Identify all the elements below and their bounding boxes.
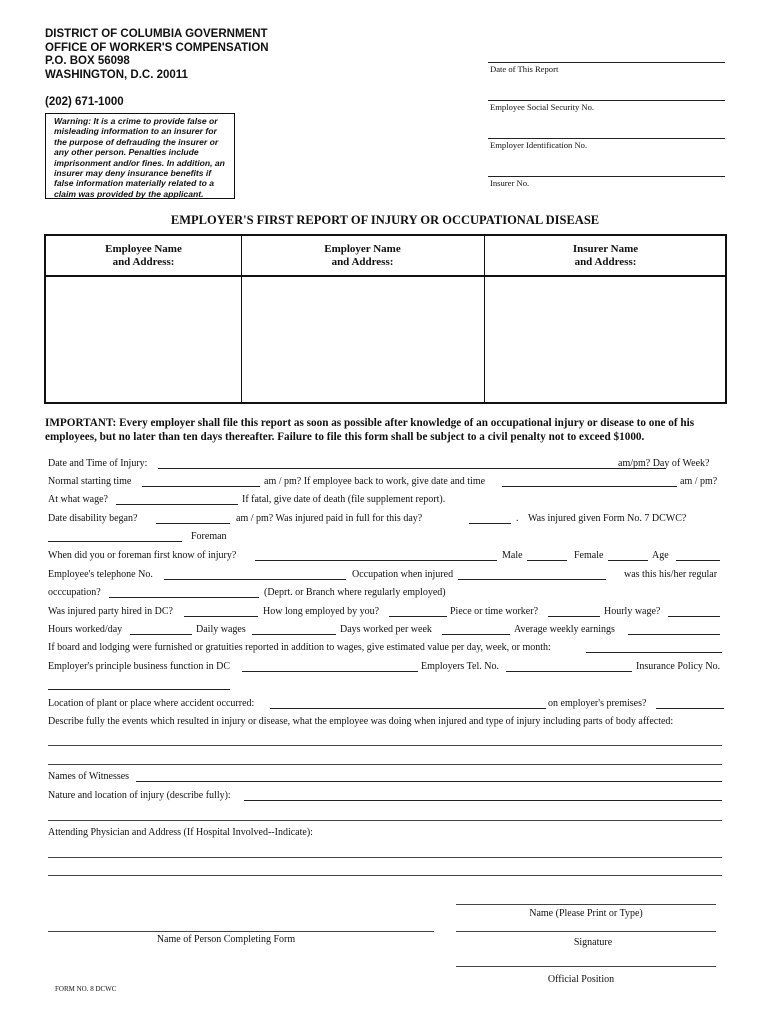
row-hired-dc: [48, 606, 728, 620]
witnesses-input[interactable]: [136, 771, 722, 782]
location-label: Location of plant or place where accident occurred:: [48, 698, 255, 709]
emp-tel-input[interactable]: [506, 661, 632, 672]
daily-wages-label: Daily wages: [196, 624, 246, 635]
row-date-time-injury: [48, 458, 728, 472]
am-pm-day-label: am/pm? Day of Week?: [618, 458, 710, 469]
when-know-label: When did you or foreman first know of injury?: [48, 550, 237, 561]
person-completing-label: Name of Person Completing Form: [156, 934, 296, 945]
person-completing-line[interactable]: [48, 931, 434, 932]
policy-input[interactable]: [48, 679, 230, 690]
official-position-label: Official Position: [547, 974, 615, 985]
physician-label: Attending Physician and Address (If Hospital Involved--Indicate):: [48, 827, 313, 838]
employee-ssn-line[interactable]: [488, 100, 725, 101]
employer-id-line[interactable]: [488, 138, 725, 139]
business-label: Employer's principle business function in DC: [48, 661, 231, 672]
form7-label: Was injured given Form No. 7 DCWC?: [528, 513, 687, 524]
nature-label: Nature and location of injury (describe fully):: [48, 790, 231, 801]
parties-grid: [44, 234, 727, 404]
form7-answer-input[interactable]: [48, 531, 182, 542]
hired-dc-input[interactable]: [184, 606, 258, 617]
telephone-input[interactable]: [164, 569, 346, 580]
insurer-name-header: Insurer Name and Address:: [572, 243, 639, 268]
female-input[interactable]: [608, 550, 648, 561]
row-foreman: [48, 531, 728, 545]
dot-label: .: [516, 513, 519, 524]
date-disability-input[interactable]: [156, 513, 230, 524]
date-time-injury-label: Date and Time of Injury:: [48, 458, 148, 469]
how-long-input[interactable]: [389, 606, 447, 617]
row-hours: [48, 624, 728, 638]
signature-label: Signature: [573, 937, 613, 948]
physician-line[interactable]: [48, 857, 722, 858]
male-input[interactable]: [527, 550, 567, 561]
days-week-input[interactable]: [442, 624, 510, 635]
age-label: Age: [652, 550, 669, 561]
employee-address-field[interactable]: [48, 278, 239, 402]
board-input[interactable]: [586, 642, 722, 653]
row-occupation-dept: [48, 587, 728, 601]
describe-line[interactable]: [48, 764, 722, 765]
row-witnesses: [48, 771, 728, 785]
regular-occupation-input[interactable]: [109, 587, 259, 598]
normal-start-label: Normal starting time: [48, 476, 132, 487]
business-input[interactable]: [242, 661, 418, 672]
piece-input[interactable]: [548, 606, 600, 617]
daily-wages-input[interactable]: [252, 624, 336, 635]
age-input[interactable]: [676, 550, 720, 561]
date-of-report-line[interactable]: [488, 62, 725, 63]
hours-day-label: Hours worked/day: [48, 624, 123, 635]
hourly-input[interactable]: [668, 606, 720, 617]
signature-line[interactable]: [456, 931, 716, 932]
am-pm-label: am / pm?: [680, 476, 718, 487]
official-position-line[interactable]: [456, 966, 716, 967]
male-label: Male: [502, 550, 523, 561]
row-nature: [48, 790, 728, 804]
agency-line: WASHINGTON, D.C. 20011: [45, 68, 188, 81]
row-telephone: [48, 569, 728, 583]
regular-label: was this his/her regular: [624, 569, 718, 580]
insurer-address-field[interactable]: [487, 278, 725, 402]
paid-full-label: am / pm? Was injured paid in full for this day?: [236, 513, 423, 524]
employee-name-header: Employee Name and Address:: [105, 243, 182, 268]
premises-label: on employer's premises?: [548, 698, 647, 709]
date-disability-label: Date disability began?: [48, 513, 138, 524]
name-print-label: Name (Please Print or Type): [529, 908, 643, 919]
hours-day-input[interactable]: [130, 624, 192, 635]
female-label: Female: [574, 550, 604, 561]
agency-phone: (202) 671-1000: [45, 96, 124, 108]
row-policy-number: [48, 679, 728, 693]
row-business: [48, 661, 728, 675]
location-input[interactable]: [270, 698, 546, 709]
form-number: FORM NO. 8 DCWC: [55, 985, 117, 993]
row-disability: [48, 513, 728, 527]
row-board: [48, 642, 728, 656]
physician-line[interactable]: [48, 875, 722, 876]
avg-weekly-input[interactable]: [628, 624, 720, 635]
form-title: EMPLOYER'S FIRST REPORT OF INJURY OR OCCUPATIONAL DISEASE: [170, 213, 600, 227]
row-normal-starting: [48, 476, 728, 490]
back-to-work-input[interactable]: [502, 476, 677, 487]
avg-weekly-label: Average weekly earnings: [514, 624, 615, 635]
policy-label: Insurance Policy No.: [636, 661, 721, 672]
if-fatal-label: If fatal, give date of death (file supplement report).: [242, 494, 446, 505]
telephone-label: Employee's telephone No.: [48, 569, 153, 580]
insurer-no-label: Insurer No.: [490, 178, 530, 188]
row-describe: [48, 716, 728, 730]
hourly-label: Hourly wage?: [604, 606, 661, 617]
important-notice: IMPORTANT: Every employer shall file this report as soon as possible after knowledge of an occupational injury or disease to one of his employees, but no later than ten days thereafter. Failure to file this form shall be subject to a civil penalty not to exceed $1000.: [45, 417, 695, 443]
when-know-input[interactable]: [255, 550, 497, 561]
occcupation-label: occcupation?: [48, 587, 101, 598]
date-of-report-label: Date of This Report: [490, 64, 559, 74]
row-first-know: [48, 550, 728, 564]
foreman-label: Foreman: [191, 531, 227, 542]
wage-input[interactable]: [116, 494, 238, 505]
nature-input[interactable]: [244, 790, 722, 801]
employer-name-header: Employer Name and Address:: [324, 243, 401, 268]
witnesses-label: Names of Witnesses: [48, 771, 130, 782]
nature-line[interactable]: [48, 820, 722, 821]
header-divider: [46, 275, 725, 277]
wage-label: At what wage?: [48, 494, 108, 505]
employee-ssn-label: Employee Social Security No.: [490, 102, 595, 112]
agency-line: DISTRICT OF COLUMBIA GOVERNMENT: [45, 28, 268, 40]
fraud-warning-box: Warning: It is a crime to provide false or misleading information to an insurer for the purpose of defrauding the insurer or any other person. Penalties include imprisonment and/or fines. In addition, an insurer may deny insurance benefits if false information materially related to a claim was provided by the applicant.: [45, 113, 235, 199]
piece-label: Piece or time worker?: [450, 606, 539, 617]
normal-start-input[interactable]: [142, 476, 260, 487]
agency-line: P.O. BOX 56098: [45, 55, 130, 67]
date-time-injury-input[interactable]: [158, 458, 666, 469]
how-long-label: How long employed by you?: [263, 606, 380, 617]
back-to-work-label: am / pm? If employee back to work, give date and time: [264, 476, 486, 487]
name-print-line[interactable]: [456, 904, 716, 905]
days-week-label: Days worked per week: [340, 624, 432, 635]
board-label: If board and lodging were furnished or gratuities reported in addition to wages, give estimated value per day, week, or month:: [48, 642, 551, 653]
agency-line: OFFICE OF WORKER'S COMPENSATION: [45, 41, 269, 54]
emp-tel-label: Employers Tel. No.: [421, 661, 499, 672]
agency-address: [45, 28, 269, 82]
paid-full-input[interactable]: [469, 513, 511, 524]
insurer-no-line[interactable]: [488, 176, 725, 177]
department-label: (Deprt. or Branch where regularly employed): [264, 587, 446, 598]
row-location: [48, 698, 728, 712]
row-wage: [48, 494, 728, 508]
row-physician: [48, 827, 728, 841]
occupation-input[interactable]: [458, 569, 606, 580]
employer-address-field[interactable]: [244, 278, 482, 402]
hired-dc-label: Was injured party hired in DC?: [48, 606, 173, 617]
premises-input[interactable]: [656, 698, 724, 709]
describe-label: Describe fully the events which resulted in injury or disease, what the employee was doing when injured and type of injury including parts of body affected:: [48, 716, 674, 727]
employer-id-label: Employer Identification No.: [490, 140, 588, 150]
occupation-label: Occupation when injured: [352, 569, 454, 580]
describe-line[interactable]: [48, 745, 722, 746]
